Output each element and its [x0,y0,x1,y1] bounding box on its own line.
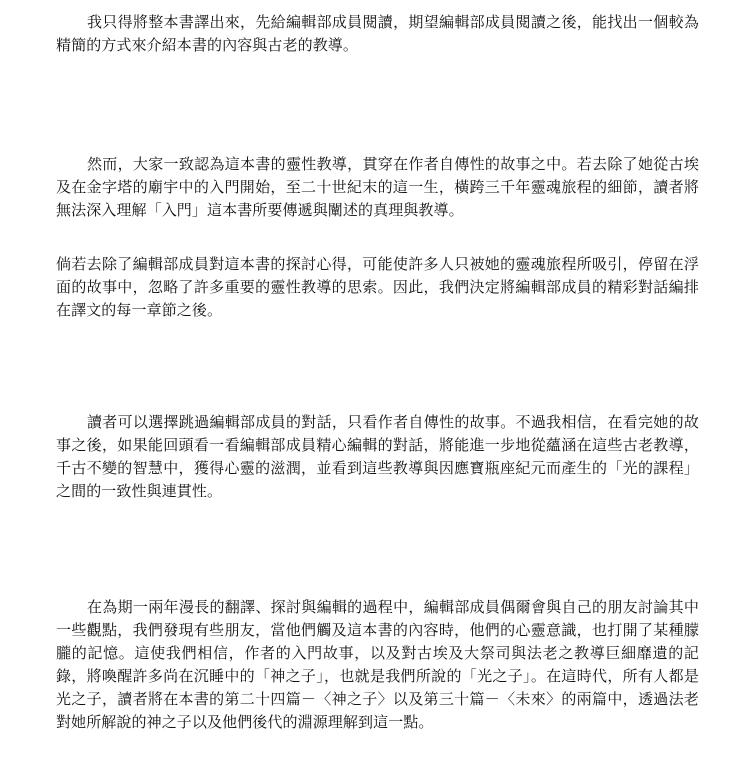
paragraph-children-of-light: 在為期一兩年漫長的翻譯、探討與編輯的過程中，編輯部成員偶爾會與自己的朋友討論其中一些觀點，我們發現有些朋友，當他們觸及這本書的內容時，他們的心靈意識，也打開了某種朦朧的記憶。這使我們相信，作者的入門故事，以及對古埃及大祭司與法老之教導巨細靡遺的記錄，將喚醒許多尚在沉睡中的「神之子」，也就是我們所說的「光之子」。在這時代，所有人都是光之子，讀者將在本書的第二十四篇－〈神之子〉以及第三十篇－〈未來〉的兩篇中，透過法老對她所解說的神之子以及他們後代的淵源理解到這一點。 [56,598,699,731]
paragraph-intro: 我只得將整本書譯出來，先給編輯部成員閱讀，期望編輯部成員閱讀之後，能找出一個較為精簡的方式來介紹本書的內容與古老的教導。 [56,13,699,54]
paragraph-reader-choice: 讀者可以選擇跳過編輯部成員的對話，只看作者自傳性的故事。不過我相信，在看完她的故事之後，如果能回頭看一看編輯部成員精心編輯的對話，將能進一步地從蘊涵在這些古老教導，千古不變的智慧中，獲得心靈的滋潤，並看到這些教導與因應寶瓶座紀元而產生的「光的課程」之間的一致性與連貫性。 [56,413,699,500]
paragraph-spiritual-teaching: 然而，大家一致認為這本書的靈性教導，貫穿在作者自傳性的故事之中。若去除了她從古埃及在金字塔的廟宇中的入門開始，至二十世紀末的這一生，橫跨三千年靈魂旅程的細節，讀者將無法深入理解「入門」這本書所要傳遞與闡述的真理與教導。 [56,155,699,219]
paragraph-editorial-dialogue: 倘若去除了編輯部成員對這本書的探討心得，可能使許多人只被她的靈魂旅程所吸引，停留在浮面的故事中，忽略了許多重要的靈性教導的思索。因此，我們決定將編輯部成員的精彩對話編排在譯文的每一章節之後。 [56,255,699,319]
